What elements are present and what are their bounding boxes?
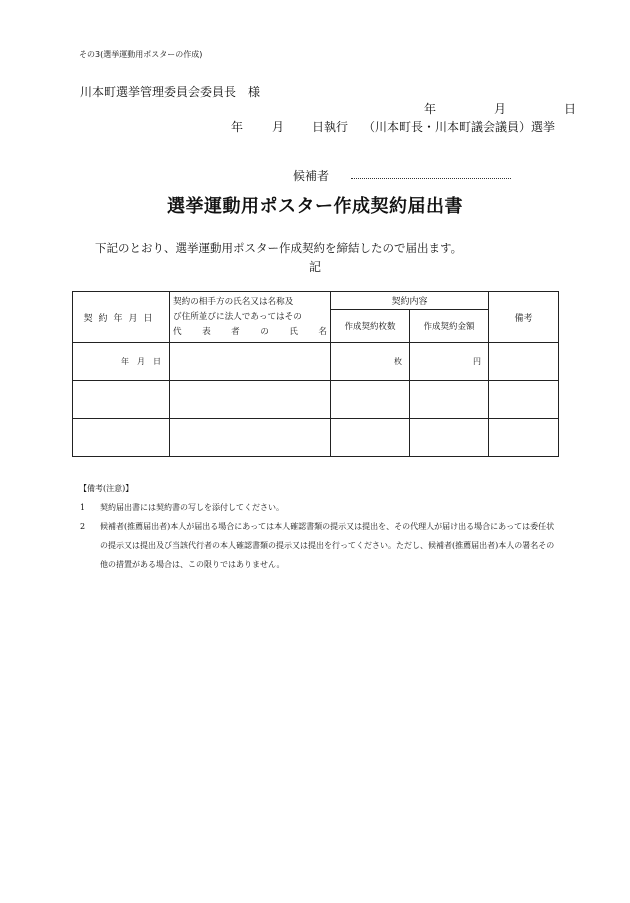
date-day: 日	[564, 102, 577, 116]
header-party-line-2: び住所並びに法人であってはその	[173, 311, 302, 322]
date-year: 年	[424, 102, 437, 116]
cell-contract-party[interactable]	[170, 419, 331, 457]
header-party-char: 表	[202, 326, 211, 337]
header-party-char: 代	[173, 326, 182, 337]
candidate-label: 候補者	[293, 169, 330, 183]
header-contract-amount: 作成契約金額	[410, 310, 489, 343]
table-row	[73, 419, 559, 457]
header-party-char: 者	[231, 326, 240, 337]
header-party-char: の	[260, 326, 269, 337]
note-item	[79, 517, 562, 574]
cell-contract-date[interactable]: 年 月 日	[73, 343, 170, 381]
cell-contract-party[interactable]	[170, 381, 331, 419]
cell-contract-party[interactable]	[170, 343, 331, 381]
addressee: 川本町選挙管理委員会委員長 様	[80, 85, 261, 99]
notes-section	[79, 479, 562, 574]
lead-text: 下記のとおり、選挙運動用ポスター作成契約を締結したので届出ます。	[95, 241, 463, 255]
cell-contract-date[interactable]	[73, 381, 170, 419]
cell-sheet-count[interactable]: 枚	[331, 343, 410, 381]
exec-day: 日執行	[312, 120, 349, 134]
header-party-char: 名	[318, 326, 327, 337]
header-party-char: 氏	[289, 326, 298, 337]
form-number: その3(選挙運動用ポスターの作成)	[79, 50, 203, 59]
header-remarks: 備考	[489, 292, 559, 343]
candidate-name-field[interactable]	[351, 177, 511, 179]
cell-contract-amount[interactable]	[410, 419, 489, 457]
date-month: 月	[494, 102, 507, 116]
note-text: 契約届出書には契約書の写しを添付してください。	[100, 503, 284, 512]
note-number: 2	[80, 522, 86, 531]
page-title: 選挙運動用ポスター作成契約届出書	[167, 196, 463, 217]
election-execution-line	[231, 118, 555, 135]
header-party-line-1: 契約の相手方の氏名又は名称及	[173, 296, 294, 307]
header-contract-party	[170, 292, 331, 343]
header-sheet-count: 作成契約枚数	[331, 310, 410, 343]
cell-contract-amount[interactable]: 円	[410, 343, 489, 381]
table-row	[73, 381, 559, 419]
cell-remarks[interactable]	[489, 419, 559, 457]
note-text: 候補者(推薦届出者)本人が届出る場合にあっては本人確認書類の提示又は提出を、その代理人が届け出る場合にあっては委任状の提示又は提出及び当該代行者の本人確認書類の提示又は提出を行ってください。ただし、候補者(推薦届出者)本人の署名その他の措置がある場合は、この限りではありません。	[100, 522, 555, 569]
ki-mark: 記	[309, 260, 322, 274]
header-contract-date: 契約年月日	[73, 292, 170, 343]
cell-contract-date[interactable]	[73, 419, 170, 457]
header-party-line-3	[173, 325, 327, 340]
notes-heading: 【備考(注意)】	[79, 484, 134, 493]
table-row	[73, 343, 559, 381]
contract-table	[72, 291, 559, 457]
cell-contract-amount[interactable]	[410, 381, 489, 419]
note-number: 1	[80, 503, 86, 512]
header-contract-content: 契約内容	[331, 292, 489, 310]
submission-date	[424, 100, 576, 117]
cell-sheet-count[interactable]	[331, 419, 410, 457]
cell-sheet-count[interactable]	[331, 381, 410, 419]
exec-year: 年	[231, 120, 244, 134]
note-item	[79, 498, 562, 517]
exec-month: 月	[272, 120, 285, 134]
election-name: （川本町長・川本町議会議員）選挙	[363, 120, 556, 134]
cell-remarks[interactable]	[489, 343, 559, 381]
cell-remarks[interactable]	[489, 381, 559, 419]
